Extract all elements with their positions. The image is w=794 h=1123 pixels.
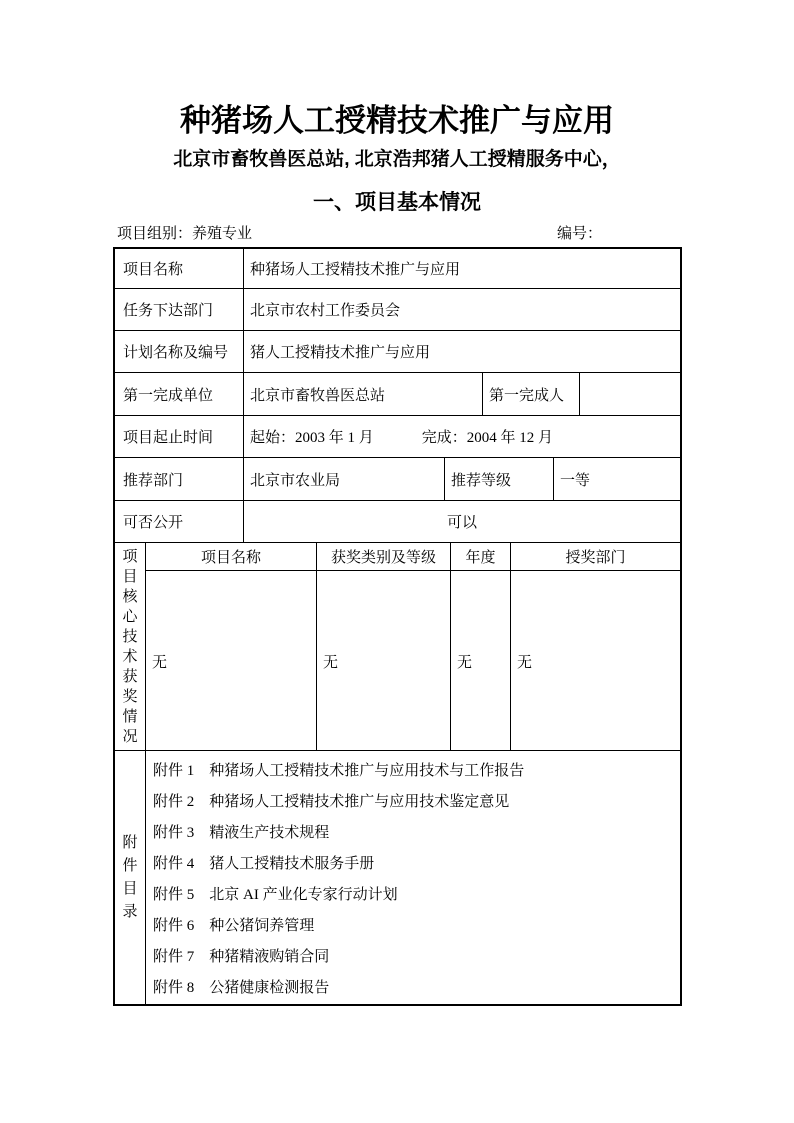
publicity-label: 可否公开 — [115, 501, 244, 542]
attachment-item — [153, 847, 680, 878]
attachment-no: 附件 8 — [153, 979, 195, 996]
recommend-grade-value: 一等 — [560, 472, 591, 489]
attachment-item — [153, 816, 680, 847]
publicity-value: 可以 — [446, 515, 477, 531]
table-row — [115, 249, 680, 288]
first-unit-label: 第一完成单位 — [115, 373, 244, 415]
duration-start: 起始：2003 年 1 月 — [250, 430, 374, 446]
attachment-item — [153, 940, 680, 971]
attachment-text: 种猪场人工授精技术推广与应用技术鉴定意见 — [209, 793, 510, 810]
first-unit-value: 北京市畜牧兽医总站 — [244, 373, 483, 415]
attachments-section — [115, 750, 680, 1004]
document-title: 种猪场人工授精技术推广与应用 — [180, 103, 614, 138]
awards-header-year: 年度 — [451, 543, 511, 570]
attachment-text: 精液生产技术规程 — [209, 824, 330, 841]
attachment-text: 猪人工授精技术服务手册 — [209, 855, 375, 872]
attachments-section-label-text: 附件目录 — [122, 834, 138, 920]
attachment-text: 北京 AI 产业化专家行动计划 — [209, 886, 398, 903]
duration-end: 完成：2004 年 12 月 — [421, 430, 554, 446]
project-name-label: 项目名称 — [115, 249, 244, 288]
attachment-no: 附件 4 — [153, 855, 195, 872]
table-row — [115, 372, 680, 415]
attachment-no: 附件 2 — [153, 793, 195, 810]
awards-data-row — [146, 570, 680, 751]
awards-section — [115, 542, 680, 750]
table-row — [115, 288, 680, 330]
attachment-no: 附件 7 — [153, 948, 195, 965]
attachment-text: 种猪场人工授精技术推广与应用技术与工作报告 — [209, 762, 525, 779]
table-row — [115, 330, 680, 372]
duration-label: 项目起止时间 — [115, 416, 244, 457]
meta-row — [0, 222, 794, 244]
table-row — [115, 415, 680, 457]
awards-section-label — [115, 543, 146, 750]
task-department-label: 任务下达部门 — [115, 289, 244, 330]
project-name-value: 种猪场人工授精技术推广与应用 — [250, 262, 461, 278]
attachment-item — [153, 878, 680, 909]
number-label: 编号： — [557, 226, 603, 242]
attachment-text: 种猪精液购销合同 — [209, 948, 330, 965]
attachments-section-label — [115, 751, 146, 1004]
awards-year-value: 无 — [451, 571, 511, 751]
awards-category-value: 无 — [317, 571, 451, 751]
recommend-value: 北京市农业局 — [244, 458, 445, 500]
attachment-item — [153, 909, 680, 940]
attachment-no: 附件 6 — [153, 917, 195, 934]
project-info-table — [113, 247, 682, 1006]
attachment-item — [153, 785, 680, 816]
awards-department-value: 无 — [517, 654, 533, 671]
plan-name-label: 计划名称及编号 — [115, 331, 244, 372]
table-row — [115, 457, 680, 500]
attachments-list — [146, 751, 680, 1004]
first-person-label: 第一完成人 — [483, 373, 580, 415]
awards-header-category: 获奖类别及等级 — [317, 543, 451, 570]
attachment-item — [153, 971, 680, 1002]
awards-header-row — [146, 543, 680, 570]
attachment-no: 附件 3 — [153, 824, 195, 841]
attachment-no: 附件 1 — [153, 762, 195, 779]
attachment-text: 种公猪饲养管理 — [209, 917, 315, 934]
document-subtitle: 北京市畜牧兽医总站, 北京浩邦猪人工授精服务中心， — [173, 149, 621, 170]
first-person-value — [580, 373, 680, 415]
recommend-label: 推荐部门 — [115, 458, 244, 500]
attachment-text: 公猪健康检测报告 — [209, 979, 330, 996]
attachment-item — [153, 754, 680, 785]
plan-name-value: 猪人工授精技术推广与应用 — [250, 345, 431, 361]
table-row — [115, 500, 680, 542]
awards-grid — [146, 543, 680, 750]
section-heading: 一、项目基本情况 — [313, 191, 481, 214]
project-group-label: 项目组别：养殖专业 — [117, 226, 253, 242]
awards-project-value: 无 — [146, 571, 317, 751]
attachment-no: 附件 5 — [153, 886, 195, 903]
task-department-value: 北京市农村工作委员会 — [250, 303, 401, 319]
awards-section-label-text: 项目核心技术获奖情况 — [122, 548, 138, 745]
recommend-grade-label: 推荐等级 — [445, 458, 554, 500]
awards-header-department: 授奖部门 — [565, 550, 626, 566]
awards-header-project: 项目名称 — [146, 543, 317, 570]
duration-value — [244, 416, 680, 457]
